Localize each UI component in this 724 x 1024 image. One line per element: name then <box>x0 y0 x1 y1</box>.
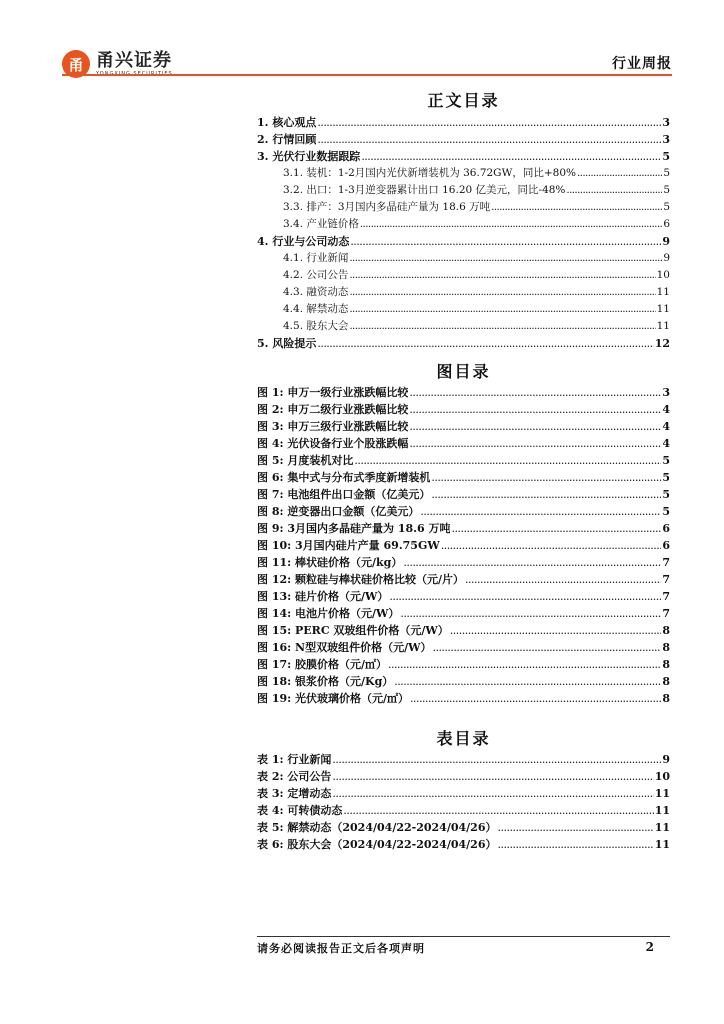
page-number: 2 <box>645 940 654 954</box>
dot-leader <box>388 656 661 673</box>
toc-entry-page: 9 <box>662 753 670 766</box>
toc-entry[interactable] <box>257 284 670 301</box>
toc-entry-label: 图 4: 光伏设备行业个股涨跌幅 <box>257 437 409 450</box>
toc-entry[interactable] <box>257 148 670 165</box>
dot-leader <box>409 435 661 452</box>
toc-entry-label: 图 18: 银浆价格（元/Kg） <box>257 675 394 688</box>
toc-entry-label: 图 17: 胶膜价格（元/㎡） <box>257 658 388 671</box>
toc-entry-page: 5 <box>662 505 670 518</box>
dot-leader <box>354 452 661 469</box>
dot-leader <box>332 768 653 785</box>
toc-entry[interactable] <box>257 673 670 690</box>
toc-entry[interactable] <box>257 182 670 199</box>
toc-entry-label: 4.4. 解禁动态 <box>283 303 349 315</box>
toc-entry-page: 11 <box>656 286 670 298</box>
toc-entry-label: 图 19: 光伏玻璃价格（元/㎡） <box>257 692 410 705</box>
footer-divider <box>257 936 670 937</box>
dot-leader <box>450 622 662 639</box>
toc-entry-page: 11 <box>654 838 670 851</box>
toc-entry-label: 图 10: 3月国内硅片产量 69.75GW <box>257 539 440 552</box>
toc-entry-label: 3.3. 排产：3月国内多晶硅产量为 18.6 万吨 <box>283 201 491 213</box>
dot-leader <box>349 284 655 301</box>
dot-leader <box>491 199 662 216</box>
toc-entry-label: 图 11: 棒状硅价格（元/kg） <box>257 556 403 569</box>
dot-leader <box>349 267 655 284</box>
toc-entry[interactable] <box>257 768 670 785</box>
toc-entry[interactable] <box>257 267 670 284</box>
toc-entry[interactable] <box>257 486 670 503</box>
toc-entry-page: 6 <box>662 522 670 535</box>
toc-entry-page: 3 <box>662 386 670 399</box>
toc-entry[interactable] <box>257 435 670 452</box>
toc-entry-page: 8 <box>662 675 670 688</box>
dot-leader <box>409 418 661 435</box>
dot-leader <box>350 233 661 250</box>
toc-entry-label: 4.3. 融资动态 <box>283 286 349 298</box>
toc-entry-label: 图 2: 申万二级行业涨跌幅比较 <box>257 403 409 416</box>
toc-entry-label: 表 6: 股东大会（2024/04/22-2024/04/26） <box>257 838 497 851</box>
figures-title: 图目录 <box>436 362 491 381</box>
toc-entry-page: 12 <box>654 337 670 350</box>
toc-entry[interactable] <box>257 401 670 418</box>
dot-leader <box>441 537 662 554</box>
toc-entry[interactable] <box>257 318 670 335</box>
toc-entry[interactable] <box>257 819 670 836</box>
toc-entry-label: 4.2. 公司公告 <box>283 269 349 281</box>
dot-leader <box>400 605 661 622</box>
dot-leader <box>497 819 653 836</box>
toc-entry-page: 4 <box>662 437 670 450</box>
dot-leader <box>577 165 662 182</box>
toc-entry-label: 表 4: 可转债动态 <box>257 804 343 817</box>
toc-entry[interactable] <box>257 165 670 182</box>
toc-entry[interactable] <box>257 622 670 639</box>
dot-leader <box>420 503 661 520</box>
dot-leader <box>317 114 661 131</box>
dot-leader <box>317 131 661 148</box>
dot-leader <box>432 639 661 656</box>
dot-leader <box>451 520 661 537</box>
dot-leader <box>403 554 661 571</box>
report-type: 行业周报 <box>612 56 672 72</box>
toc-entry[interactable] <box>257 751 670 768</box>
dot-leader <box>349 318 655 335</box>
toc-entry-page: 8 <box>662 624 670 637</box>
toc-entry-page: 5 <box>662 150 670 163</box>
toc-entry[interactable] <box>257 802 670 819</box>
toc-entry-label: 图 5: 月度装机对比 <box>257 454 354 467</box>
toc-entry[interactable] <box>257 335 670 352</box>
dot-leader <box>465 571 661 588</box>
dot-leader <box>343 802 653 819</box>
logo-icon: 甬 <box>62 50 90 78</box>
toc-entry-label: 表 3: 定增动态 <box>257 787 332 800</box>
toc-entry-page: 7 <box>662 590 670 603</box>
dot-leader <box>431 486 661 503</box>
toc-entry-label: 3. 光伏行业数据跟踪 <box>257 150 361 163</box>
toc-entry-page: 9 <box>663 252 670 264</box>
toc-entry[interactable] <box>257 114 670 131</box>
toc-entry-page: 11 <box>654 804 670 817</box>
contents-title: 正文目录 <box>427 91 500 110</box>
toc-entry-label: 3.1. 装机：1-2月国内光伏新增装机为 36.72GW，同比+80% <box>283 167 576 179</box>
toc-entry[interactable] <box>257 452 670 469</box>
toc-entry-label: 5. 风险提示 <box>257 337 317 350</box>
toc-entry-label: 图 14: 电池片价格（元/W） <box>257 607 400 620</box>
toc-entry[interactable] <box>257 656 670 673</box>
toc-entry[interactable] <box>257 199 670 216</box>
toc-entry-page: 5 <box>663 167 670 179</box>
toc-entry-label: 图 1: 申万一级行业涨跌幅比较 <box>257 386 409 399</box>
toc-entry-label: 图 12: 颗粒硅与棒状硅价格比较（元/片） <box>257 573 465 586</box>
dot-leader <box>410 690 661 707</box>
dot-leader <box>332 751 661 768</box>
toc-entry-label: 图 3: 申万三级行业涨跌幅比较 <box>257 420 409 433</box>
tables-toc <box>257 728 670 853</box>
dot-leader <box>332 785 653 802</box>
toc-entry-page: 5 <box>662 454 670 467</box>
toc-entry-page: 11 <box>656 303 670 315</box>
toc-entry-page: 6 <box>662 539 670 552</box>
toc-entry-page: 6 <box>663 218 670 230</box>
toc-entry-label: 3.2. 出口：1-3月逆变器累计出口 16.20 亿美元，同比-48% <box>283 184 566 196</box>
tables-title: 表目录 <box>436 729 491 748</box>
toc-entry-page: 9 <box>662 235 670 248</box>
contents-toc <box>257 90 670 352</box>
toc-entry[interactable] <box>257 588 670 605</box>
dot-leader <box>349 301 655 318</box>
toc-entry[interactable] <box>257 216 670 233</box>
toc-entry[interactable] <box>257 250 670 267</box>
toc-entry-page: 10 <box>654 770 670 783</box>
toc-entry-label: 图 13: 硅片价格（元/W） <box>257 590 389 603</box>
dot-leader <box>361 148 661 165</box>
disclaimer-note: 请务必阅读报告正文后各项声明 <box>257 942 425 955</box>
toc-entry-page: 5 <box>662 488 670 501</box>
toc-entry-page: 8 <box>662 692 670 705</box>
toc-entry-label: 图 15: PERC 双玻组件价格（元/W） <box>257 624 449 637</box>
toc-entry-page: 11 <box>654 787 670 800</box>
toc-entry[interactable] <box>257 605 670 622</box>
toc-entry-label: 图 7: 电池组件出口金额（亿美元） <box>257 488 431 501</box>
toc-entry-label: 表 1: 行业新闻 <box>257 753 332 766</box>
toc-entry-label: 图 8: 逆变器出口金额（亿美元） <box>257 505 420 518</box>
toc-entry-label: 表 2: 公司公告 <box>257 770 332 783</box>
toc-entry[interactable] <box>257 233 670 250</box>
toc-entry[interactable] <box>257 785 670 802</box>
toc-entry-page: 4 <box>662 403 670 416</box>
toc-entry[interactable] <box>257 384 670 401</box>
toc-entry-page: 3 <box>662 133 670 146</box>
logo-name-cn: 甬兴证券 <box>96 50 172 71</box>
figures-list <box>257 384 670 707</box>
toc-entry-page: 7 <box>662 573 670 586</box>
toc-entry-label: 图 6: 集中式与分布式季度新增装机 <box>257 471 431 484</box>
toc-entry[interactable] <box>257 537 670 554</box>
contents-list <box>257 114 670 352</box>
toc-entry-label: 4.1. 行业新闻 <box>283 252 349 264</box>
toc-entry[interactable] <box>257 131 670 148</box>
toc-entry[interactable] <box>257 520 670 537</box>
dot-leader <box>389 588 661 605</box>
page-header <box>0 0 724 80</box>
toc-entry[interactable] <box>257 469 670 486</box>
toc-entry-page: 5 <box>662 471 670 484</box>
toc-entry[interactable] <box>257 571 670 588</box>
header-divider <box>62 74 672 76</box>
toc-entry[interactable] <box>257 690 670 707</box>
toc-entry-label: 2. 行情回顾 <box>257 133 317 146</box>
toc-entry-page: 11 <box>654 821 670 834</box>
dot-leader <box>409 384 661 401</box>
logo-name-en: YONGXING SECURITIES <box>96 71 173 77</box>
toc-entry-label: 图 16: N型双玻组件价格（元/W） <box>257 641 432 654</box>
toc-entry[interactable] <box>257 639 670 656</box>
dot-leader <box>349 250 662 267</box>
toc-entry-label: 表 5: 解禁动态（2024/04/22-2024/04/26） <box>257 821 497 834</box>
toc-entry-label: 图 9: 3月国内多晶硅产量为 18.6 万吨 <box>257 522 451 535</box>
dot-leader <box>394 673 661 690</box>
toc-entry-page: 8 <box>662 641 670 654</box>
toc-entry-page: 3 <box>662 116 670 129</box>
dot-leader <box>497 836 653 853</box>
toc-entry-page: 4 <box>662 420 670 433</box>
toc-entry-label: 1. 核心观点 <box>257 116 317 129</box>
toc-entry-page: 8 <box>662 658 670 671</box>
toc-entry[interactable] <box>257 418 670 435</box>
dot-leader <box>409 401 661 418</box>
toc-entry-page: 5 <box>663 184 670 196</box>
toc-entry-label: 4.5. 股东大会 <box>283 320 349 332</box>
dot-leader <box>566 182 662 199</box>
toc-entry-label: 3.4. 产业链价格 <box>283 218 359 230</box>
toc-entry[interactable] <box>257 836 670 853</box>
tables-list <box>257 751 670 853</box>
toc-entry-label: 4. 行业与公司动态 <box>257 235 350 248</box>
toc-entry[interactable] <box>257 301 670 318</box>
dot-leader <box>431 469 661 486</box>
toc-entry-page: 10 <box>656 269 670 281</box>
dot-leader <box>317 335 653 352</box>
toc-entry[interactable] <box>257 554 670 571</box>
figures-toc <box>257 361 670 707</box>
toc-entry-page: 7 <box>662 556 670 569</box>
toc-entry-page: 5 <box>663 201 670 213</box>
toc-entry-page: 7 <box>662 607 670 620</box>
toc-entry[interactable] <box>257 503 670 520</box>
dot-leader <box>360 216 662 233</box>
toc-entry-page: 11 <box>656 320 670 332</box>
